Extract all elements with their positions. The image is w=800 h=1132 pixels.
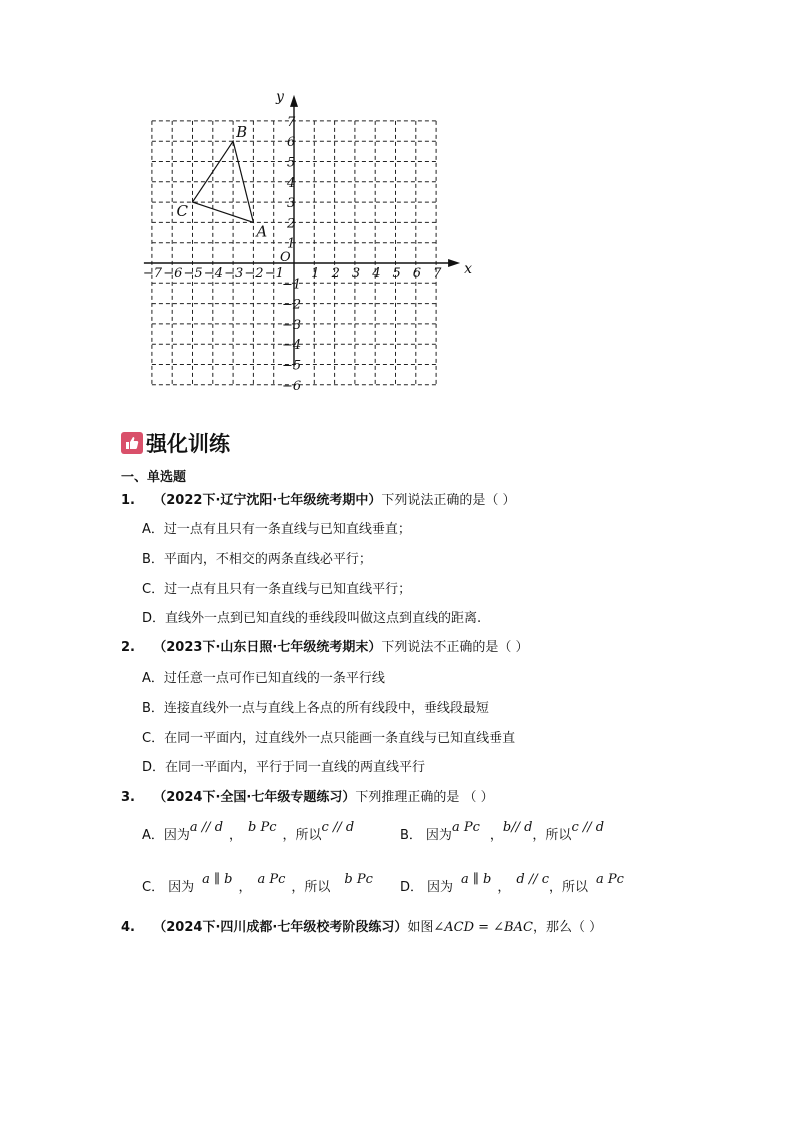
option-text: 连接直线外一点与直线上各点的所有线段中，垂线段最短 — [163, 701, 489, 716]
math-expression: b Pc — [248, 820, 277, 835]
section-header — [121, 428, 230, 458]
x-tick-label: 5 — [392, 266, 401, 281]
x-tick-label: −3 — [224, 266, 244, 281]
math-expression: ∠ACD = ∠BAC — [433, 920, 533, 935]
y-tick-label: −6 — [282, 378, 302, 394]
question-source: （2022下·辽宁沈阳·七年级统考期中） — [153, 493, 382, 508]
option-label: A． — [142, 828, 164, 843]
y-tick-label: 7 — [287, 114, 296, 130]
y-tick-label: 1 — [287, 236, 296, 252]
point-label-a: A — [256, 222, 268, 241]
origin-label: O — [280, 250, 291, 265]
option-1a[interactable] — [142, 518, 411, 537]
question-stem: 下列说法正确的是（ ） — [381, 493, 516, 508]
option-text: ， — [489, 828, 503, 843]
y-tick-label: −1 — [282, 277, 302, 293]
y-tick-label: 3 — [287, 196, 296, 212]
y-tick-label: −3 — [282, 317, 302, 333]
question-2 — [121, 636, 528, 655]
math-expression: a Pc — [257, 872, 286, 887]
thumbs-up-icon — [121, 432, 143, 454]
y-tick-label: 6 — [287, 135, 296, 151]
question-4 — [121, 916, 602, 935]
option-3c[interactable] — [142, 872, 373, 895]
x-tick-label: −5 — [183, 266, 203, 281]
axes — [144, 95, 460, 367]
math-expression: a ∥ b — [461, 872, 492, 887]
option-text: 过一点有且只有一条直线与已知直线垂直； — [163, 522, 411, 537]
option-text: 在同一平面内，过直线外一点只能画一条直线与已知直线垂直 — [164, 731, 516, 746]
x-tick-label: 6 — [412, 266, 422, 281]
x-axis-label: x — [464, 261, 473, 277]
x-axis-arrow-icon — [448, 259, 460, 267]
section-subtitle: 一、单选题 — [121, 470, 187, 485]
option-text: ， — [229, 828, 243, 843]
option-text: 因为 — [427, 880, 454, 895]
option-label: C． — [142, 880, 165, 895]
y-tick-label: 5 — [287, 155, 296, 171]
option-text: 直线外一点到已知直线的垂线段叫做这点到直线的距离. — [165, 611, 482, 626]
y-axis-label: y — [276, 88, 284, 105]
option-label: B． — [400, 828, 422, 843]
option-2d[interactable] — [142, 756, 425, 775]
question-stem-end: ，那么（ ） — [532, 920, 603, 935]
point-label-b: B — [236, 123, 248, 142]
option-label: D． — [142, 611, 166, 626]
option-label: D． — [142, 760, 166, 775]
question-number: 2. — [121, 640, 135, 655]
math-expression: c // d — [321, 820, 355, 835]
option-2c[interactable] — [142, 727, 515, 746]
option-label: B． — [142, 552, 164, 567]
x-tick-label: 4 — [372, 266, 381, 281]
x-tick-label: −4 — [203, 266, 223, 281]
question-number: 3. — [121, 790, 135, 805]
question-stem: 下列推理正确的是 （ ） — [355, 790, 494, 805]
option-2b[interactable] — [142, 697, 489, 716]
option-text: ，所以 — [532, 828, 572, 843]
y-axis-arrow-icon — [290, 95, 298, 107]
math-expression: c // d — [571, 820, 605, 835]
option-text: 因为 — [163, 828, 190, 843]
math-expression: a Pc — [451, 820, 480, 835]
x-tick-label: −7 — [142, 266, 163, 281]
x-tick-label: 3 — [351, 266, 361, 281]
x-tick-label: −1 — [264, 266, 284, 281]
option-label: C． — [142, 731, 165, 746]
y-tick-label: −2 — [282, 297, 302, 313]
option-text: 过任意一点可作已知直线的一条平行线 — [163, 671, 385, 686]
question-source: （2024下·四川成都·七年级校考阶段练习） — [153, 920, 408, 935]
option-label: C． — [142, 582, 165, 597]
option-label: A． — [142, 671, 164, 686]
option-1b[interactable] — [142, 548, 372, 567]
question-stem: 下列说法不正确的是（ ） — [381, 640, 529, 655]
option-text: 在同一平面内，平行于同一直线的两直线平行 — [165, 760, 426, 775]
math-expression: a Pc — [596, 872, 624, 887]
x-tick-label: −2 — [244, 266, 264, 281]
x-tick-label: 7 — [433, 266, 442, 281]
option-label: D． — [400, 880, 424, 895]
x-tick-label: −6 — [163, 266, 183, 281]
question-number: 4. — [121, 920, 135, 935]
option-3d[interactable] — [400, 872, 624, 895]
option-text: ，所以 — [282, 828, 322, 843]
section-title: 强化训练 — [146, 432, 230, 456]
option-label: A． — [142, 522, 164, 537]
y-tick-label: −5 — [282, 358, 302, 374]
question-source: （2024下·全国·七年级专题练习） — [153, 790, 356, 805]
option-text: 过一点有且只有一条直线与已知直线平行； — [164, 582, 412, 597]
question-source: （2023下·山东日照·七年级统考期末） — [153, 640, 382, 655]
option-3b[interactable] — [400, 820, 605, 843]
option-text: ， — [238, 880, 252, 895]
point-label-c: C — [176, 202, 188, 221]
math-expression: d // c — [516, 872, 550, 887]
question-3 — [121, 786, 494, 805]
question-1 — [121, 489, 515, 508]
x-tick-label: 1 — [311, 266, 320, 281]
option-label: B． — [142, 701, 164, 716]
option-text: 因为 — [168, 880, 195, 895]
math-expression: b Pc — [344, 872, 373, 887]
y-tick-label: 2 — [287, 216, 296, 232]
option-text: ，所以 — [291, 880, 331, 895]
option-text: 因为 — [425, 828, 452, 843]
math-expression: a ∥ b — [202, 872, 233, 887]
x-tick-label: 2 — [331, 266, 340, 281]
math-expression: b// d — [502, 820, 533, 835]
option-1d[interactable] — [142, 607, 481, 626]
option-2a[interactable] — [142, 667, 385, 686]
y-tick-label: −4 — [282, 338, 302, 354]
option-text: ，所以 — [549, 880, 589, 895]
math-expression: a // d — [189, 820, 224, 835]
coordinate-graph — [130, 88, 473, 408]
question-number: 1. — [121, 493, 135, 508]
option-text: 平面内，不相交的两条直线必平行； — [163, 552, 372, 567]
question-stem: 如图 — [407, 920, 434, 935]
option-1c[interactable] — [142, 578, 411, 597]
option-text: ， — [497, 880, 511, 895]
y-tick-label: 4 — [287, 175, 296, 191]
option-3a[interactable] — [142, 820, 355, 843]
